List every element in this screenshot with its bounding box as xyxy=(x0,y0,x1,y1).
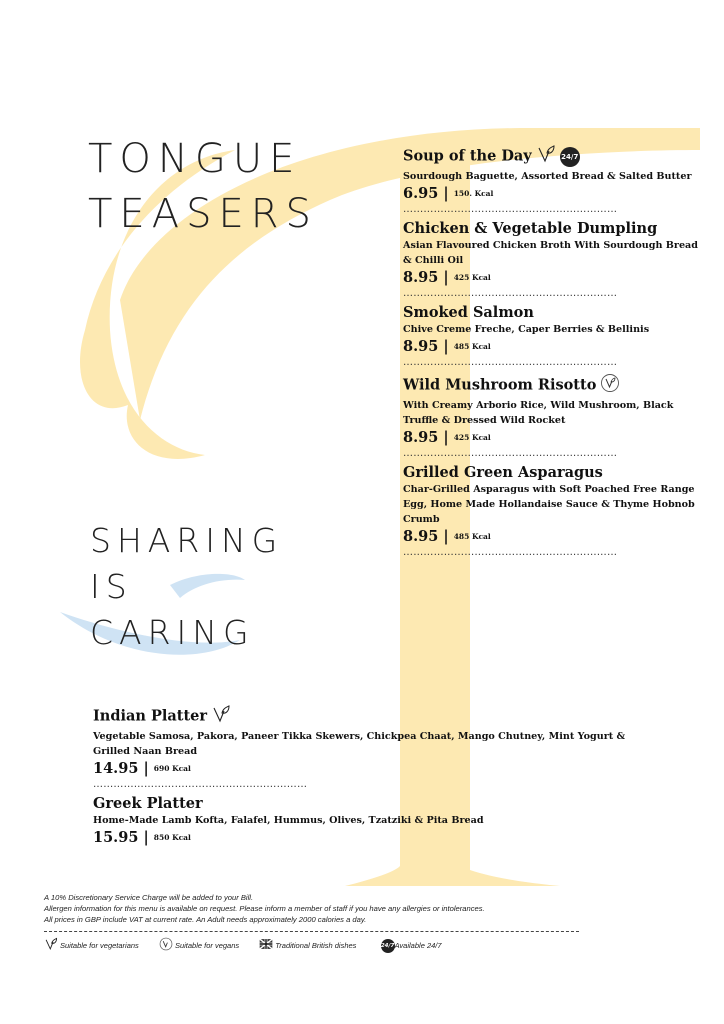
legend-label: Suitable for vegetarians xyxy=(60,940,139,950)
item-kcal: 485 Kcal xyxy=(453,532,491,541)
menu-footer xyxy=(44,892,604,954)
legend-label: Available 24/7 xyxy=(394,940,442,950)
item-description: Asian Flavoured Chicken Broth With Sourdough Bread & Chilli Oil xyxy=(403,240,698,266)
item-price: 8.95 | 485 Kcal xyxy=(403,528,491,545)
legend-label: Traditional British dishes xyxy=(275,940,357,950)
footer-line: A 10% Discretionary Service Charge will be added to your Bill. xyxy=(44,893,254,902)
item-description: Home-Made Lamb Kofta, Falafel, Hummus, Olives, Tzatziki & Pita Bread xyxy=(93,815,484,826)
item-description: Vegetable Samosa, Pakora, Paneer Tikka Skewers, Chickpea Chaat, Mango Chutney, Mint Yogurt & Grilled Naan Bread xyxy=(93,731,626,757)
starters-list xyxy=(403,144,703,563)
dotted-separator: ……………………………………………………… xyxy=(403,357,618,368)
menu-item xyxy=(403,464,703,559)
available-24-7-icon: 24/7 xyxy=(381,939,395,953)
heading-line: CARING xyxy=(90,613,255,652)
dotted-separator: ……………………………………………………… xyxy=(403,288,618,299)
item-price: 8.95 | 485 Kcal xyxy=(403,338,491,355)
menu-item xyxy=(403,144,703,216)
item-kcal: 150. Kcal xyxy=(453,189,494,198)
item-kcal: 850 Kcal xyxy=(153,833,191,842)
item-title: Wild Mushroom Risotto xyxy=(403,373,703,398)
item-description: Chive Creme Freche, Caper Berries & Bellinis xyxy=(403,324,650,335)
dietary-legend xyxy=(44,937,604,954)
item-kcal: 425 Kcal xyxy=(453,273,491,282)
menu-item xyxy=(403,304,703,369)
item-price: 14.95 | 690 Kcal xyxy=(93,760,191,777)
footer-line: All prices in GBP include VAT at current rate. An Adult needs approximately 2000 calories a day. xyxy=(44,915,367,924)
heading-line: IS xyxy=(90,567,133,606)
item-title: Greek Platter xyxy=(93,795,203,812)
item-description: Char-Grilled Asparagus with Soft Poached Free Range Egg, Home Made Hollandaise Sauce & Thyme Hobnob Crumb xyxy=(403,484,695,525)
item-kcal: 485 Kcal xyxy=(453,342,491,351)
item-kcal: 425 Kcal xyxy=(453,433,491,442)
vegetarian-icon xyxy=(536,144,556,169)
heading-line: SHARING xyxy=(90,521,284,560)
item-kcal: 690 Kcal xyxy=(153,764,191,773)
footer-divider xyxy=(44,931,579,932)
heading-line: TEASERS xyxy=(88,191,318,237)
item-description: With Creamy Arborio Rice, Wild Mushroom, Black Truffle & Dressed Wild Rocket xyxy=(403,400,674,426)
footer-line: Allergen information for this menu is available on request. Please inform a member of staff if you have any allergies or intolerances. xyxy=(44,904,485,913)
union-jack-icon xyxy=(259,937,273,954)
dotted-separator: ……………………………………………………… xyxy=(403,547,618,558)
item-price: 15.95 | 850 Kcal xyxy=(93,829,191,846)
menu-item xyxy=(93,704,653,791)
item-description: Sourdough Baguette, Assorted Bread & Salted Butter xyxy=(403,171,692,182)
dotted-separator: ……………………………………………………… xyxy=(403,448,618,459)
dotted-separator: ……………………………………………………… xyxy=(93,779,308,790)
platters-list xyxy=(93,704,653,848)
vegan-icon xyxy=(600,373,620,398)
item-title: Chicken & Vegetable Dumpling xyxy=(403,220,658,237)
menu-item xyxy=(403,373,703,460)
vegan-icon xyxy=(159,937,173,954)
item-price: 6.95 | 150. Kcal xyxy=(403,185,494,202)
item-price: 8.95 | 425 Kcal xyxy=(403,429,491,446)
available-24-7-icon: 24/7 xyxy=(560,147,580,167)
item-title: Grilled Green Asparagus xyxy=(403,464,603,481)
legend-label: Suitable for vegans xyxy=(174,940,240,950)
heading-tongue-teasers xyxy=(88,132,318,242)
menu-item xyxy=(403,220,703,300)
vegetarian-icon xyxy=(211,704,231,729)
heading-sharing-is-caring xyxy=(90,518,283,656)
item-title: Soup of the Day 24/7 xyxy=(403,144,703,169)
vegetarian-icon xyxy=(44,937,58,954)
item-title: Indian Platter xyxy=(93,704,653,729)
dotted-separator: ……………………………………………………… xyxy=(403,204,618,215)
heading-line: TONGUE xyxy=(88,136,302,182)
menu-item xyxy=(93,795,653,848)
item-title: Smoked Salmon xyxy=(403,304,534,321)
item-price: 8.95 | 425 Kcal xyxy=(403,269,491,286)
